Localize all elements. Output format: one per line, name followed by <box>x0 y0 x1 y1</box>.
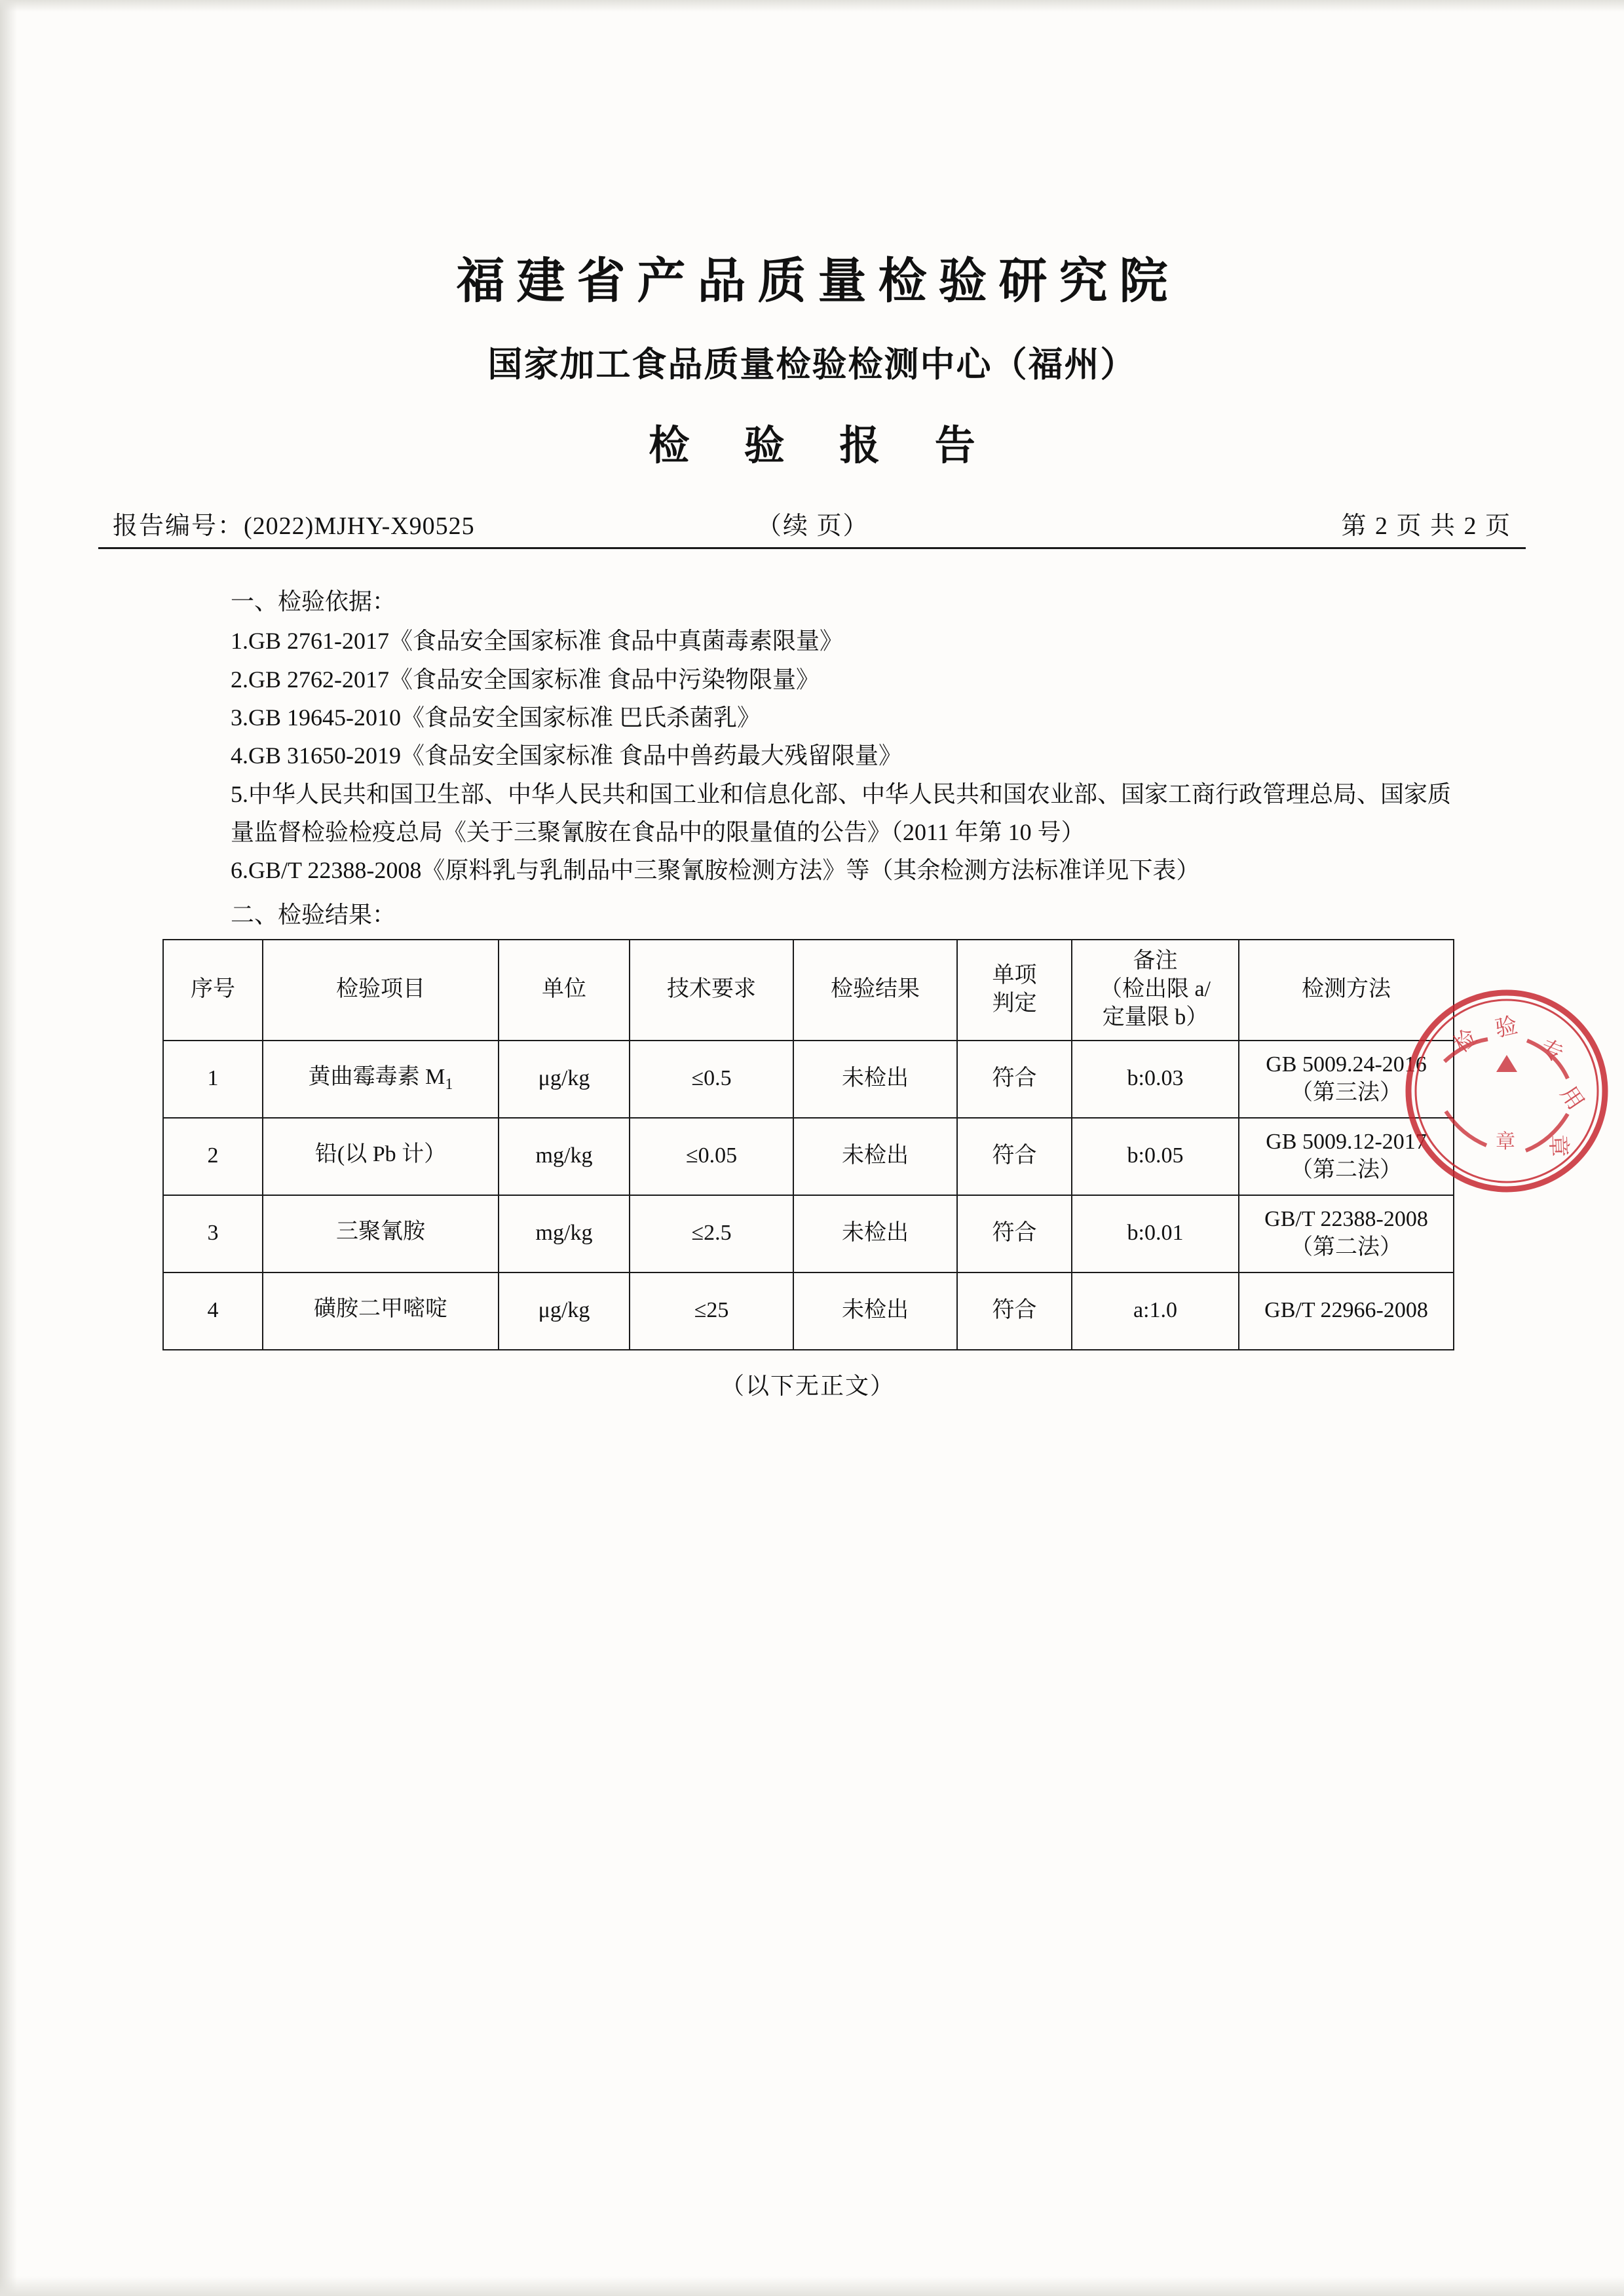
svg-text:章: 章 <box>1545 1134 1571 1158</box>
cell-result: 未检出 <box>793 1272 957 1350</box>
table-header-row <box>163 940 1454 1041</box>
cell-method-line1: GB 5009.24-2016 <box>1266 1052 1427 1077</box>
cell-method <box>1239 1118 1454 1195</box>
basis-item-2: 2.GB 2762-2017《食品安全国家标准 食品中污染物限量》 <box>231 666 820 693</box>
col-header-remark-line1: 备注 <box>1133 949 1178 974</box>
cell-item-text: 磺胺二甲嘧啶 <box>314 1296 447 1321</box>
inspection-basis-section <box>0 583 1624 890</box>
cell-judgement: 符合 <box>957 1272 1072 1350</box>
basis-item-1: 1.GB 2761-2017《食品安全国家标准 食品中真菌毒素限量》 <box>231 628 843 655</box>
cell-item <box>263 1041 499 1118</box>
cell-method <box>1239 1195 1454 1272</box>
basis-item-3: 3.GB 19645-2010《食品安全国家标准 巴氏杀菌乳》 <box>231 704 761 731</box>
cell-item <box>263 1118 499 1195</box>
cell-method-line1: GB 5009.12-2017 <box>1266 1129 1427 1154</box>
basis-item-5: 5.中华人民共和国卫生部、中华人民共和国工业和信息化部、中华人民共和国农业部、国家工商行政管理总局、国家质量监督检验检疫总局《关于三聚氰胺在食品中的限量值的公告》（2011 年第 10 号） <box>231 780 1452 845</box>
col-header-no: 序号 <box>163 940 263 1041</box>
no-further-text-note: （以下无正文） <box>720 1372 895 1399</box>
col-header-result: 检验结果 <box>793 940 957 1041</box>
cell-remark: a:1.0 <box>1072 1272 1239 1350</box>
continued-marker: （续 页） <box>757 512 869 540</box>
page-title: 检 验 报 告 <box>649 424 998 469</box>
cell-no: 3 <box>163 1195 263 1272</box>
cell-unit: μg/kg <box>499 1272 630 1350</box>
inspection-basis-heading: 一、检验依据： <box>231 588 396 615</box>
basis-item-6: 6.GB/T 22388-2008《原料乳与乳制品中三聚氰胺检测方法》等（其余检测方法标准详见下表） <box>231 857 1200 884</box>
col-header-judgement-line1: 单项 <box>992 963 1037 987</box>
cell-requirement: ≤2.5 <box>630 1195 793 1272</box>
cell-unit: μg/kg <box>499 1041 630 1118</box>
page-indicator: 第 2 页 共 2 页 <box>1341 512 1511 540</box>
results-table <box>162 939 1454 1350</box>
col-header-judgement <box>957 940 1072 1041</box>
svg-text:用: 用 <box>1555 1082 1589 1115</box>
cell-remark: b:0.01 <box>1072 1195 1239 1272</box>
inspection-results-heading: 二、检验结果： <box>231 901 396 928</box>
cell-method-line2: （第二法） <box>1291 1234 1402 1259</box>
cell-unit: mg/kg <box>499 1195 630 1272</box>
cell-item <box>263 1195 499 1272</box>
scan-edge-bottom <box>0 2276 1624 2296</box>
table-row <box>163 1041 1454 1118</box>
cell-item-subscript: 1 <box>445 1075 453 1093</box>
cell-no: 1 <box>163 1041 263 1118</box>
col-header-requirement: 技术要求 <box>630 940 793 1041</box>
table-row <box>163 1118 1454 1195</box>
cell-requirement: ≤0.5 <box>630 1041 793 1118</box>
table-row <box>163 1195 1454 1272</box>
center-title: 国家加工食品质量检验检测中心（福州） <box>487 346 1137 384</box>
col-header-item: 检验项目 <box>263 940 499 1041</box>
col-header-remark-line3: 定量限 b） <box>1102 1004 1209 1029</box>
cell-item-text: 黄曲霉毒素 M <box>308 1064 445 1089</box>
cell-no: 4 <box>163 1272 263 1350</box>
cell-requirement: ≤0.05 <box>630 1118 793 1195</box>
cell-remark: b:0.03 <box>1072 1041 1239 1118</box>
col-header-remark-line2: （检出限 a/ <box>1099 977 1211 1002</box>
report-meta-row <box>0 505 1624 543</box>
cell-requirement: ≤25 <box>630 1272 793 1350</box>
cell-result: 未检出 <box>793 1195 957 1272</box>
cell-method-line1: GB/T 22966-2008 <box>1264 1298 1428 1323</box>
report-number-label: 报告编号： <box>113 512 244 540</box>
report-number <box>113 505 475 541</box>
report-number-value: (2022)MJHY-X90525 <box>244 512 475 540</box>
svg-text:检: 检 <box>1449 1024 1482 1058</box>
col-header-method: 检测方法 <box>1239 940 1454 1041</box>
cell-method-line2: （第二法） <box>1291 1157 1402 1182</box>
header-divider <box>98 547 1526 549</box>
cell-judgement: 符合 <box>957 1041 1072 1118</box>
cell-method <box>1239 1041 1454 1118</box>
cell-remark: b:0.05 <box>1072 1118 1239 1195</box>
cell-method-line1: GB/T 22388-2008 <box>1264 1206 1428 1231</box>
cell-item-text: 三聚氰胺 <box>336 1219 425 1244</box>
cell-item <box>263 1272 499 1350</box>
svg-text:章: 章 <box>1496 1131 1515 1153</box>
cell-unit: mg/kg <box>499 1118 630 1195</box>
cell-no: 2 <box>163 1118 263 1195</box>
col-header-judgement-line2: 判定 <box>992 991 1037 1016</box>
cell-result: 未检出 <box>793 1118 957 1195</box>
cell-judgement: 符合 <box>957 1195 1072 1272</box>
cell-judgement: 符合 <box>957 1118 1072 1195</box>
col-header-unit: 单位 <box>499 940 630 1041</box>
svg-text:验: 验 <box>1492 1013 1520 1042</box>
col-header-remark <box>1072 940 1239 1041</box>
table-row <box>163 1272 1454 1350</box>
cell-item-text: 铅(以 Pb 计） <box>314 1141 447 1166</box>
cell-method-line2: （第三法） <box>1291 1080 1402 1105</box>
cell-result: 未检出 <box>793 1041 957 1118</box>
cell-method <box>1239 1272 1454 1350</box>
svg-text:专: 专 <box>1537 1036 1567 1067</box>
basis-item-4: 4.GB 31650-2019《食品安全国家标准 食品中兽药最大残留限量》 <box>231 742 902 769</box>
institute-title: 福建省产品质量检验研究院 <box>456 255 1180 309</box>
results-table-wrap <box>162 939 1453 1401</box>
